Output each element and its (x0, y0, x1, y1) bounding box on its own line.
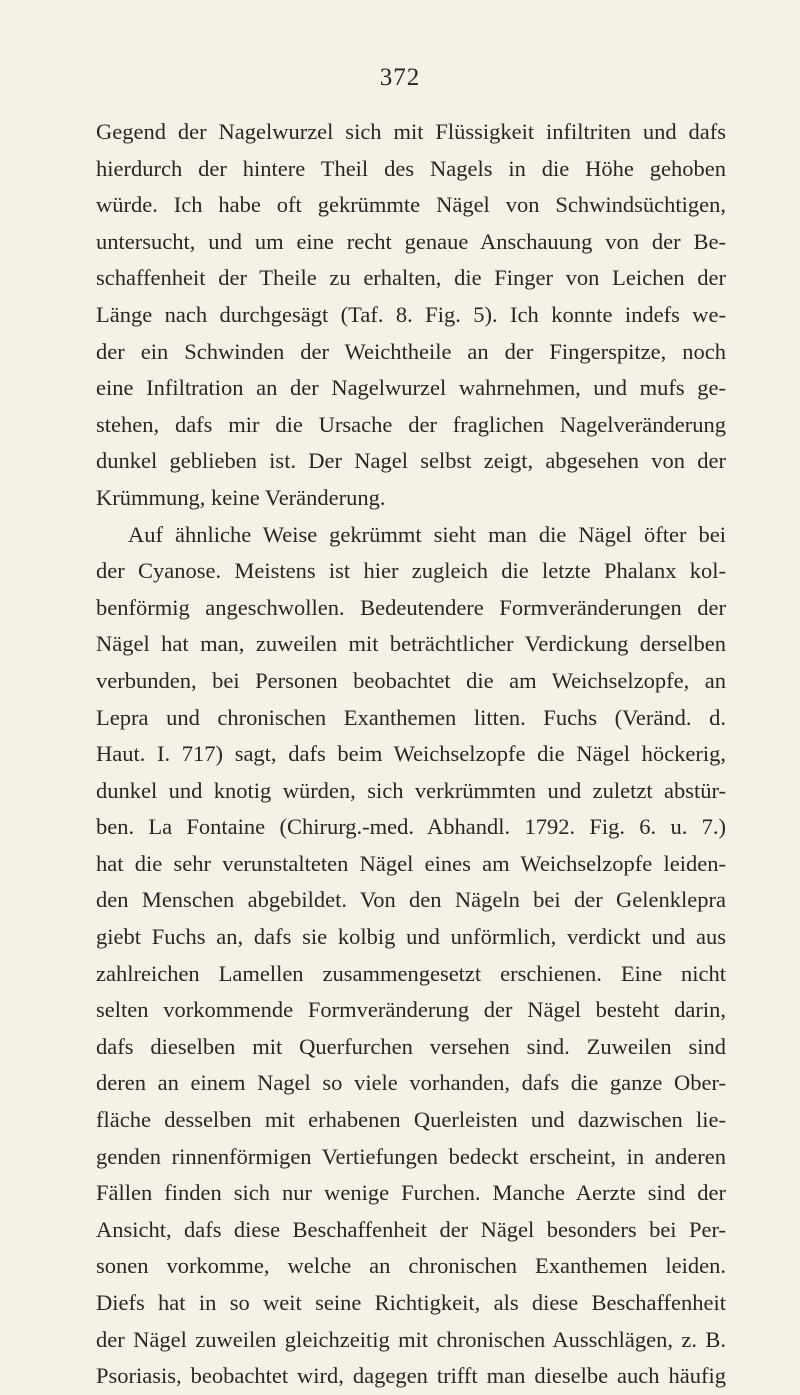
text-line: zahlreichen Lamellen zusammengesetzt erschienen. Eine nicht (96, 960, 726, 986)
text-line: giebt Fuchs an, dafs sie kolbig und unförmlich, verdickt und aus (96, 924, 726, 950)
text-line: Lepra und chronischen Exanthemen litten. Fuchs (Veränd. d. (96, 704, 726, 730)
text-line: der Nägel zuweilen gleichzeitig mit chronischen Ausschlägen, z. B. (96, 1326, 726, 1352)
text-line: würde. Ich habe oft gekrümmte Nägel von Schwindsüchtigen, (96, 192, 726, 218)
text-line: Länge nach durchgesägt (Taf. 8. Fig. 5). Ich konnte indefs we- (96, 301, 726, 327)
text-line: eine Infiltration an der Nagelwurzel wahrnehmen, und mufs ge- (96, 375, 726, 401)
text-line-paragraph-start: Auf ähnliche Weise gekrümmt sieht man die Nägel öfter bei (128, 521, 726, 547)
text-line: Gegend der Nagelwurzel sich mit Flüssigkeit infiltriten und dafs (96, 119, 726, 144)
text-line: der ein Schwinden der Weichtheile an der Fingerspitze, noch (96, 338, 726, 364)
text-line: sonen vorkomme, welche an chronischen Exanthemen leiden. (96, 1253, 726, 1279)
text-line: Diefs hat in so weit seine Richtigkeit, als diese Beschaffenheit (96, 1290, 726, 1315)
text-line: hierdurch der hintere Theil des Nagels in die Höhe gehoben (96, 155, 726, 181)
text-line: benförmig angeschwollen. Bedeutendere Formveränderungen der (96, 594, 726, 620)
text-line: selten vorkommende Formveränderung der Nägel besteht darin, (96, 997, 726, 1023)
text-line: Psoriasis, beobachtet wird, dagegen trifft man dieselbe auch häufig (96, 1363, 726, 1389)
text-line: dunkel geblieben ist. Der Nagel selbst zeigt, abgesehen von der (96, 448, 726, 474)
text-line: verbunden, bei Personen beobachtet die am Weichselzopfe, an (96, 667, 726, 693)
text-line: deren an einem Nagel so viele vorhanden, dafs die ganze Ober- (96, 1070, 726, 1096)
page-number: 372 (379, 64, 421, 91)
text-line: dunkel und knotig würden, sich verkrümmten und zuletzt abstür- (96, 777, 726, 803)
text-line: Haut. I. 717) sagt, dafs beim Weichselzopfe die Nägel höckerig, (96, 741, 726, 767)
text-line: Nägel hat man, zuweilen mit beträchtlicher Verdickung derselben (96, 631, 726, 657)
text-line: fläche desselben mit erhabenen Querleisten und dazwischen lie- (96, 1107, 726, 1133)
text-line: genden rinnenförmigen Vertiefungen bedeckt erscheint, in anderen (96, 1143, 726, 1169)
body-text (96, 114, 726, 1395)
text-line: der Cyanose. Meistens ist hier zugleich die letzte Phalanx kol- (96, 558, 726, 584)
text-line: den Menschen abgebildet. Von den Nägeln bei der Gelenklepra (96, 887, 726, 913)
text-line: ben. La Fontaine (Chirurg.-med. Abhandl. 1792. Fig. 6. u. 7.) (96, 814, 726, 840)
text-line: untersucht, und um eine recht genaue Anschauung von der Be- (96, 228, 726, 254)
text-line-paragraph-end: Krümmung, keine Veränderung. (96, 484, 386, 510)
text-line: stehen, dafs mir die Ursache der fraglichen Nagelveränderung (96, 411, 726, 437)
text-line: hat die sehr verunstalteten Nägel eines am Weichselzopfe leiden- (96, 850, 726, 876)
text-line: schaffenheit der Theile zu erhalten, die Finger von Leichen der (96, 265, 726, 291)
text-line: Fällen finden sich nur wenige Furchen. Manche Aerzte sind der (96, 1180, 726, 1206)
text-line: dafs dieselben mit Querfurchen versehen sind. Zuweilen sind (96, 1033, 726, 1059)
text-line: Ansicht, dafs diese Beschaffenheit der Nägel besonders bei Per- (96, 1216, 726, 1242)
